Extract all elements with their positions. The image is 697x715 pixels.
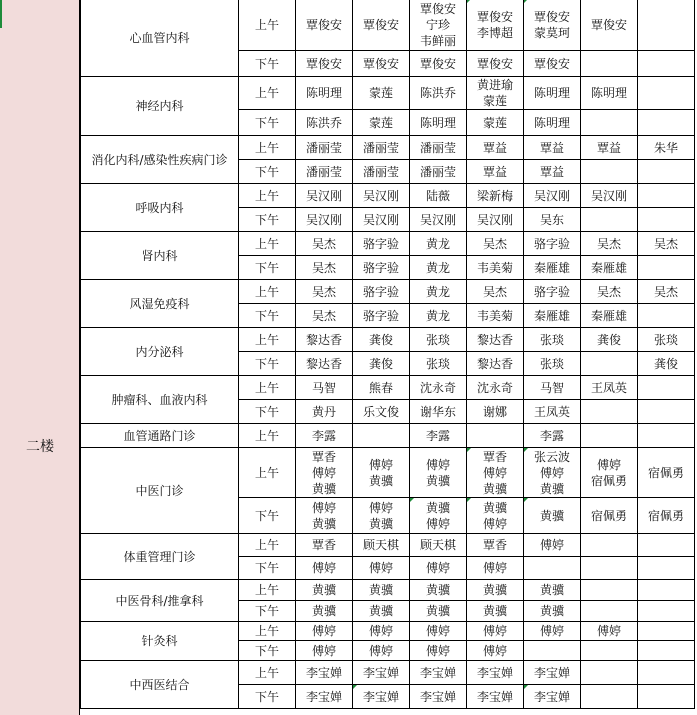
floor-column [0,0,80,715]
doctor-cell: 陈明理 [581,77,638,110]
doctor-cell: 骆字验 [353,256,410,280]
doctor-cell: 李宝婵 [524,661,581,685]
doctor-cell: 黄龙 [410,304,467,328]
doctor-cell [581,160,638,184]
doctor-cell: 覃俊安 李博超 [467,0,524,51]
doctor-cell: 覃俊安 蒙莫珂 [524,0,581,51]
doctor-cell: 傅婷 宿佩勇 [581,448,638,498]
doctor-cell: 黄进瑜 蒙莲 [467,77,524,110]
doctor-cell: 覃香 傅婷 黄骥 [296,448,353,498]
doctor-cell: 吴杰 [638,280,695,304]
session-label: 下午 [239,304,296,328]
session-label: 上午 [239,534,296,557]
doctor-cell: 熊春 [353,376,410,400]
doctor-cell: 覃益 [524,136,581,160]
doctor-cell [581,208,638,232]
doctor-cell: 潘丽莹 [410,136,467,160]
doctor-cell: 黄骥 [410,580,467,601]
doctor-cell: 覃俊安 [524,51,581,77]
doctor-cell: 张云波 傅婷 黄骥 [524,448,581,498]
department-name: 体重管理门诊 [81,534,239,580]
doctor-cell [524,641,581,661]
doctor-cell [638,256,695,280]
table-row [81,184,695,208]
doctor-cell: 吴东 [524,208,581,232]
department-name: 呼吸内科 [81,184,239,232]
doctor-cell [638,208,695,232]
doctor-cell: 傅婷 [410,557,467,580]
session-label: 上午 [239,424,296,448]
doctor-cell: 骆字验 [524,280,581,304]
doctor-cell [638,641,695,661]
doctor-cell: 张琰 [524,328,581,352]
doctor-cell: 傅婷 [467,557,524,580]
doctor-cell [581,580,638,601]
doctor-cell: 韦美菊 [467,304,524,328]
doctor-cell: 覃俊安 宁珍 韦鲜丽 [410,0,467,51]
doctor-cell: 吴杰 [296,256,353,280]
table-row [81,136,695,160]
doctor-cell: 秦雁雄 [524,304,581,328]
doctor-cell: 张琰 [410,352,467,376]
session-label: 下午 [239,400,296,424]
doctor-cell: 傅婷 [524,534,581,557]
doctor-cell [581,424,638,448]
doctor-cell [581,661,638,685]
doctor-cell: 傅婷 [353,622,410,641]
session-label: 下午 [239,110,296,136]
doctor-cell: 吴汉刚 [410,208,467,232]
session-label: 下午 [239,51,296,77]
department-name: 中西医结合 [81,661,239,709]
doctor-cell [581,641,638,661]
session-label: 下午 [239,641,296,661]
doctor-cell: 顾天棋 [410,534,467,557]
doctor-cell: 秦雁雄 [581,304,638,328]
doctor-cell: 覃俊安 [410,51,467,77]
table-row [81,622,695,641]
session-label: 下午 [239,557,296,580]
table-row [81,424,695,448]
session-label: 下午 [239,685,296,709]
doctor-cell: 李露 [524,424,581,448]
doctor-cell: 黎达香 [467,352,524,376]
doctor-cell: 黄骥 [296,580,353,601]
doctor-cell: 张琰 [410,328,467,352]
doctor-cell: 吴杰 [581,232,638,256]
doctor-cell [638,601,695,622]
doctor-cell: 朱华 [638,136,695,160]
doctor-cell [638,304,695,328]
department-name: 中医骨科/推拿科 [81,580,239,622]
doctor-cell [638,534,695,557]
doctor-cell: 骆字验 [353,304,410,328]
session-label: 下午 [239,256,296,280]
doctor-cell: 陈明理 [296,77,353,110]
doctor-cell: 黄龙 [410,280,467,304]
doctor-cell: 秦雁雄 [581,256,638,280]
doctor-cell: 陈洪乔 [410,77,467,110]
doctor-cell: 黄骥 傅婷 [467,498,524,534]
doctor-cell: 李露 [410,424,467,448]
doctor-cell [353,424,410,448]
department-name: 风湿免疫科 [81,280,239,328]
doctor-cell: 吴汉刚 [353,184,410,208]
doctor-cell: 傅婷 黄骥 [296,498,353,534]
doctor-cell: 黄骥 [410,601,467,622]
doctor-cell: 陈明理 [524,110,581,136]
doctor-cell [467,424,524,448]
doctor-cell: 覃香 [467,534,524,557]
department-name: 心血管内科 [81,0,239,77]
table-row [81,376,695,400]
doctor-cell [581,557,638,580]
doctor-cell: 李露 [296,424,353,448]
doctor-cell: 李宝婵 [410,661,467,685]
doctor-cell: 吴杰 [467,280,524,304]
doctor-cell [638,580,695,601]
doctor-cell: 韦美菊 [467,256,524,280]
doctor-cell: 傅婷 [467,641,524,661]
doctor-cell: 龚俊 [353,328,410,352]
doctor-cell: 吴汉刚 [467,208,524,232]
doctor-cell: 黄骥 傅婷 [410,498,467,534]
doctor-cell: 吴汉刚 [524,184,581,208]
doctor-cell: 潘丽莹 [353,136,410,160]
doctor-cell [638,685,695,709]
doctor-cell: 覃俊安 [467,51,524,77]
doctor-cell: 吴汉刚 [353,208,410,232]
doctor-cell: 陈洪乔 [296,110,353,136]
doctor-cell: 王凤英 [581,376,638,400]
session-label: 下午 [239,208,296,232]
doctor-cell: 宿佩勇 [581,498,638,534]
session-label: 下午 [239,352,296,376]
doctor-cell [638,0,695,51]
doctor-cell: 覃俊安 [296,51,353,77]
doctor-cell [638,622,695,641]
cell-marker [0,0,2,28]
table-row [81,280,695,304]
doctor-cell: 马智 [296,376,353,400]
doctor-cell: 潘丽莹 [296,136,353,160]
doctor-cell: 傅婷 [467,622,524,641]
doctor-cell: 宿佩勇 [638,448,695,498]
doctor-cell: 王凤英 [524,400,581,424]
session-label: 上午 [239,661,296,685]
doctor-cell: 傅婷 [296,641,353,661]
doctor-cell: 黄骥 [524,601,581,622]
doctor-cell: 宿佩勇 [638,498,695,534]
doctor-cell: 李宝婵 [524,685,581,709]
doctor-cell: 傅婷 [296,557,353,580]
doctor-cell: 傅婷 [296,622,353,641]
doctor-cell: 蒙莲 [353,77,410,110]
doctor-cell: 傅婷 [353,641,410,661]
doctor-cell [638,110,695,136]
session-label: 上午 [239,280,296,304]
session-label: 上午 [239,136,296,160]
doctor-cell: 黎达香 [296,328,353,352]
doctor-cell: 傅婷 黄骥 [353,498,410,534]
session-label: 下午 [239,498,296,534]
doctor-cell: 吴杰 [296,280,353,304]
doctor-cell: 吴杰 [467,232,524,256]
doctor-cell [638,51,695,77]
doctor-cell: 秦雁雄 [524,256,581,280]
doctor-cell [581,352,638,376]
doctor-cell: 覃益 [524,160,581,184]
doctor-cell: 潘丽莹 [353,160,410,184]
department-name: 肾内科 [81,232,239,280]
doctor-cell: 黄骥 [467,601,524,622]
doctor-cell [638,557,695,580]
doctor-cell: 马智 [524,376,581,400]
doctor-cell: 骆字验 [524,232,581,256]
department-name: 内分泌科 [81,328,239,376]
table-row [81,448,695,498]
doctor-cell [581,110,638,136]
session-label: 上午 [239,580,296,601]
schedule-table [80,0,695,709]
session-label: 上午 [239,77,296,110]
table-row [81,534,695,557]
doctor-cell: 李宝婵 [296,685,353,709]
doctor-cell: 顾天棋 [353,534,410,557]
doctor-cell: 骆字验 [353,280,410,304]
doctor-cell: 黎达香 [296,352,353,376]
doctor-cell: 张琰 [524,352,581,376]
doctor-cell: 黄骥 [296,601,353,622]
doctor-cell: 沈永奇 [410,376,467,400]
doctor-cell: 吴杰 [581,280,638,304]
table-row [81,0,695,51]
doctor-cell [638,184,695,208]
session-label: 上午 [239,184,296,208]
doctor-cell: 黎达香 [467,328,524,352]
doctor-cell: 傅婷 [410,641,467,661]
doctor-cell: 龚俊 [353,352,410,376]
department-name: 中医门诊 [81,448,239,534]
doctor-cell: 吴杰 [638,232,695,256]
department-name: 神经内科 [81,77,239,136]
doctor-cell: 覃俊安 [296,0,353,51]
doctor-cell: 傅婷 [524,622,581,641]
doctor-cell: 傅婷 黄骥 [353,448,410,498]
doctor-cell: 覃益 [581,136,638,160]
doctor-cell [638,77,695,110]
doctor-cell: 覃俊安 [353,51,410,77]
doctor-cell: 覃俊安 [353,0,410,51]
table-row [81,328,695,352]
doctor-cell: 吴汉刚 [581,184,638,208]
doctor-cell: 黄龙 [410,256,467,280]
doctor-cell: 吴杰 [296,304,353,328]
doctor-cell [638,400,695,424]
table-row [81,232,695,256]
doctor-cell: 潘丽莹 [410,160,467,184]
doctor-cell [638,376,695,400]
doctor-cell: 傅婷 [410,622,467,641]
doctor-cell: 龚俊 [581,328,638,352]
session-label: 下午 [239,601,296,622]
doctor-cell: 谢娜 [467,400,524,424]
doctor-cell: 覃香 傅婷 黄骥 [467,448,524,498]
department-name: 血管通路门诊 [81,424,239,448]
doctor-cell [581,534,638,557]
doctor-cell: 傅婷 [353,557,410,580]
doctor-cell: 梁新梅 [467,184,524,208]
doctor-cell: 龚俊 [638,352,695,376]
doctor-cell: 李宝婵 [353,661,410,685]
session-label: 上午 [239,0,296,51]
doctor-cell [638,661,695,685]
doctor-cell: 吴汉刚 [296,208,353,232]
department-name: 肿瘤科、血液内科 [81,376,239,424]
doctor-cell [581,601,638,622]
doctor-cell: 黄骥 [353,601,410,622]
doctor-cell: 傅婷 黄骥 [410,448,467,498]
doctor-cell: 黄骥 [353,580,410,601]
session-label: 上午 [239,622,296,641]
doctor-cell: 谢华东 [410,400,467,424]
session-label: 上午 [239,232,296,256]
table-row [81,580,695,601]
doctor-cell: 李宝婵 [467,661,524,685]
table-row [81,661,695,685]
doctor-cell [524,557,581,580]
session-label: 上午 [239,376,296,400]
doctor-cell: 傅婷 [581,622,638,641]
doctor-cell: 蒙莲 [467,110,524,136]
doctor-cell: 黄骥 [467,580,524,601]
floor-label: 二楼 [26,439,54,455]
department-name: 针灸科 [81,622,239,661]
doctor-cell: 沈永奇 [467,376,524,400]
doctor-cell: 吴杰 [296,232,353,256]
session-label: 下午 [239,160,296,184]
doctor-cell: 乐文俊 [353,400,410,424]
doctor-cell: 李宝婵 [296,661,353,685]
doctor-cell: 陈明理 [524,77,581,110]
doctor-cell [581,685,638,709]
session-label: 上午 [239,328,296,352]
doctor-cell: 张琰 [638,328,695,352]
doctor-cell: 覃香 [296,534,353,557]
department-name: 消化内科/感染性疾病门诊 [81,136,239,184]
doctor-cell: 覃俊安 [581,0,638,51]
doctor-cell [638,424,695,448]
doctor-cell: 黄龙 [410,232,467,256]
doctor-cell [581,51,638,77]
doctor-cell: 陈明理 [410,110,467,136]
session-label: 上午 [239,448,296,498]
doctor-cell: 陆薇 [410,184,467,208]
doctor-cell [638,160,695,184]
doctor-cell: 黄丹 [296,400,353,424]
doctor-cell: 潘丽莹 [296,160,353,184]
doctor-cell: 李宝婵 [410,685,467,709]
doctor-cell: 骆字验 [353,232,410,256]
doctor-cell: 蒙莲 [353,110,410,136]
doctor-cell: 覃益 [467,160,524,184]
doctor-cell: 黄骥 [524,580,581,601]
doctor-cell [581,400,638,424]
doctor-cell: 李宝婵 [467,685,524,709]
doctor-cell: 李宝婵 [353,685,410,709]
doctor-cell: 覃益 [467,136,524,160]
doctor-cell: 吴汉刚 [296,184,353,208]
table-row [81,77,695,110]
doctor-cell: 黄骥 [524,498,581,534]
